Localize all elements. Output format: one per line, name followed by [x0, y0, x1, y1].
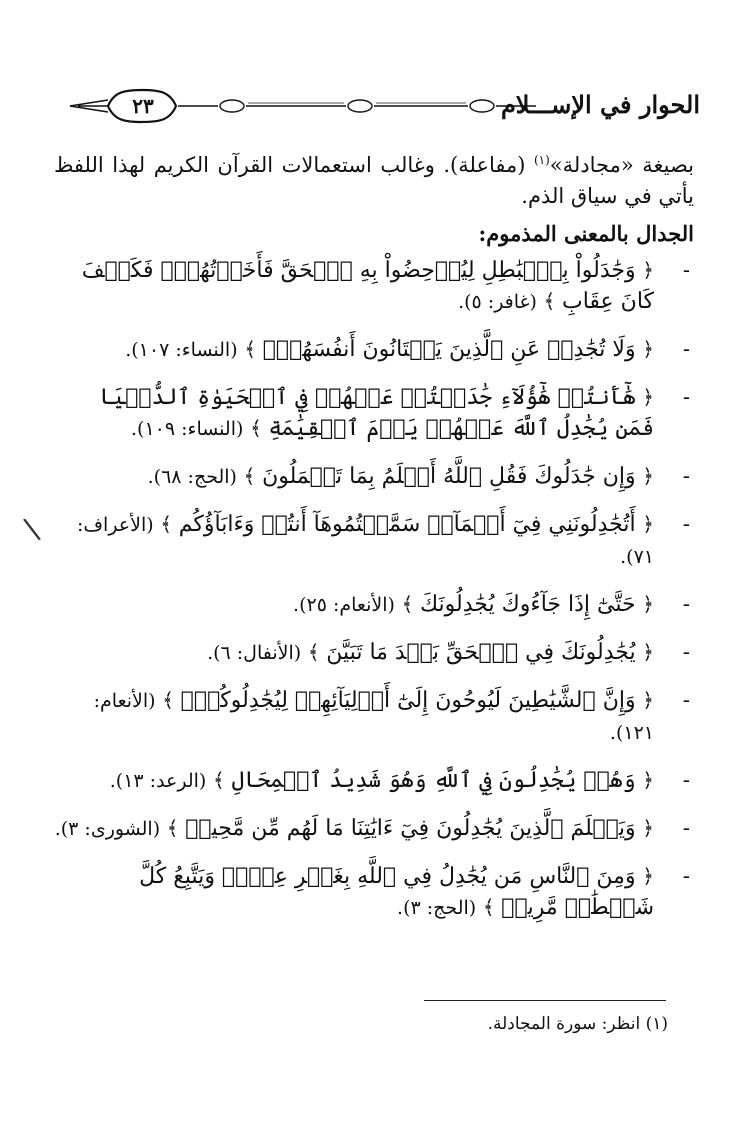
verse-text: أَتُجَٰدِلُونَنِي فِيٓ أَسۡمَآءٖ سَمَّيۡتُمُوهَآ أَنتُمۡ وَءَابَآؤُكُم [178, 512, 636, 537]
page-number: ٢٣ [132, 94, 154, 118]
verse-item [54, 382, 694, 445]
quran-open-bracket: ﴿ [642, 640, 654, 664]
quran-close-bracket: ﴾ [162, 688, 174, 712]
quran-open-bracket: ﴿ [642, 512, 654, 536]
verse-item [54, 461, 694, 493]
quran-close-bracket: ﴾ [243, 464, 256, 488]
quran-close-bracket: ﴾ [482, 895, 495, 919]
header-title: الحوار في الإســـلام [500, 90, 700, 119]
verse-text: وَمِنَ ٱلنَّاسِ مَن يُجَٰدِلُ فِي ٱللَّهِ بِغَيۡرِ عِلۡمٖ وَيَتَّبِعُ كُلَّ شَيۡطَٰنٖ مَّرِيدٖ [139, 864, 654, 920]
quran-close-bracket: ﴾ [401, 592, 414, 616]
quran-close-bracket: ﴾ [160, 512, 173, 536]
verse-item [54, 589, 694, 621]
verse-item [54, 255, 694, 318]
quran-open-bracket: ﴿ [642, 768, 654, 792]
verse-item [54, 685, 694, 749]
list-dash: - [682, 864, 690, 888]
verse-item [54, 813, 694, 845]
verse-item [54, 765, 694, 797]
list-dash: - [682, 512, 690, 536]
verse-text: يُجَٰدِلُونَكَ فِي ٱلۡحَقِّ بَعۡدَ مَا تَبَيَّنَ [326, 640, 636, 665]
verse-text: وَإِن جَٰدَلُوكَ فَقُلِ ٱللَّهُ أَعۡلَمُ بِمَا تَعۡمَلُونَ [262, 464, 636, 489]
quran-close-bracket: ﴾ [307, 640, 320, 664]
quran-close-bracket: ﴾ [543, 289, 556, 313]
quran-open-bracket: ﴿ [642, 864, 654, 888]
page-body [54, 145, 694, 940]
verse-item [54, 861, 694, 924]
intro-text-b: (مفاعلة). وغالب استعمالات القرآن الكريم لهذا اللفظ يأتي في سياق الذم. [54, 153, 694, 208]
quran-open-bracket: ﴿ [642, 337, 654, 361]
verse-reference: (الأنعام: ٢٥). [293, 594, 395, 616]
footnote-divider [424, 1000, 666, 1001]
list-dash: - [682, 258, 690, 282]
quran-close-bracket: ﴾ [166, 816, 179, 840]
footnote-text: (١) انظر: سورة المجادلة. [487, 1014, 668, 1034]
verse-reference: (الشورى: ٣). [54, 818, 161, 840]
list-dash: - [682, 337, 690, 361]
list-dash: - [682, 464, 690, 488]
intro-paragraph [54, 145, 694, 212]
verse-reference: (الحج: ٣). [397, 897, 477, 919]
quran-open-bracket: ﴿ [642, 464, 654, 488]
stray-pen-mark: \ [21, 511, 43, 548]
verse-text: وَجَٰدَلُواْ بِٱلۡبَٰطِلِ لِيُدۡحِضُواْ بِهِ ٱلۡحَقَّ فَأَخَذۡتُهُمۡۖ فَكَيۡفَ كَانَ عِقَابِ [81, 258, 654, 314]
verse-reference: (الأنفال: ٦). [207, 642, 302, 664]
quran-open-bracket: ﴿ [642, 258, 654, 282]
list-dash: - [682, 816, 690, 840]
section-subheading: الجدال بالمعنى المذموم: [478, 221, 694, 246]
quran-open-bracket: ﴿ [642, 385, 654, 409]
verse-text: وَلَا تُجَٰدِلۡ عَنِ ٱلَّذِينَ يَخۡتَانُونَ أَنفُسَهُمۡۚ [262, 337, 636, 362]
quran-open-bracket: ﴿ [642, 816, 654, 840]
verse-item [54, 509, 694, 573]
verse-reference: (الأعراف: ٧١). [76, 514, 654, 568]
verse-reference: (النساء: ١٠٩). [130, 418, 244, 440]
verse-item [54, 334, 694, 366]
intro-text-a: بصيغة «مجادلة» [549, 153, 694, 177]
list-dash: - [682, 688, 690, 712]
verse-reference: (غافر: ٥). [458, 291, 537, 313]
list-dash: - [682, 592, 690, 616]
verse-text: وَيَعۡلَمَ ٱلَّذِينَ يُجَٰدِلُونَ فِيٓ ءَايَٰتِنَا مَا لَهُم مِّن مَّحِيصٖ [185, 816, 636, 841]
verse-reference: (الرعد: ١٣). [109, 770, 207, 792]
verse-list [54, 255, 694, 924]
verse-text: هَٰٓأَنتُمۡ هَٰٓؤُلَآءِ جَٰدَلۡتُمۡ عَنۡهُمۡ فِي ٱلۡحَيَوٰةِ ٱلدُّنۡيَا فَمَن يُجَٰدِلُ ٱللَّهَ عَنۡهُمۡ يَوۡمَ ٱلۡقِيَٰمَةِ [99, 385, 654, 441]
list-dash: - [682, 640, 690, 664]
running-header [68, 86, 700, 126]
quran-close-bracket: ﴾ [213, 768, 225, 792]
verse-text: حَتَّىٰٓ إِذَا جَآءُوكَ يُجَٰدِلُونَكَ [420, 592, 636, 617]
verse-reference: (الحج: ٦٨). [147, 466, 237, 488]
verse-reference: (النساء: ١٠٧). [125, 339, 238, 361]
quran-open-bracket: ﴿ [642, 592, 654, 616]
verse-reference: (الأنعام: ١٢١). [93, 690, 654, 744]
list-dash: - [682, 768, 690, 792]
quran-open-bracket: ﴿ [642, 688, 654, 712]
verse-item [54, 637, 694, 669]
footnote-marker[interactable]: (١) [533, 153, 550, 167]
verse-text: وَإِنَّ ٱلشَّيَٰطِينَ لَيُوحُونَ إِلَىٰٓ أَوۡلِيَآئِهِمۡ لِيُجَٰدِلُوكُمۡۖ [180, 688, 636, 713]
quran-close-bracket: ﴾ [244, 337, 257, 361]
verse-text: وَهُمۡ يُجَٰدِلُونَ فِي ٱللَّهِ وَهُوَ شَدِيدُ ٱلۡمِحَالِ [231, 768, 636, 793]
list-dash: - [682, 385, 690, 409]
quran-close-bracket: ﴾ [250, 416, 262, 440]
